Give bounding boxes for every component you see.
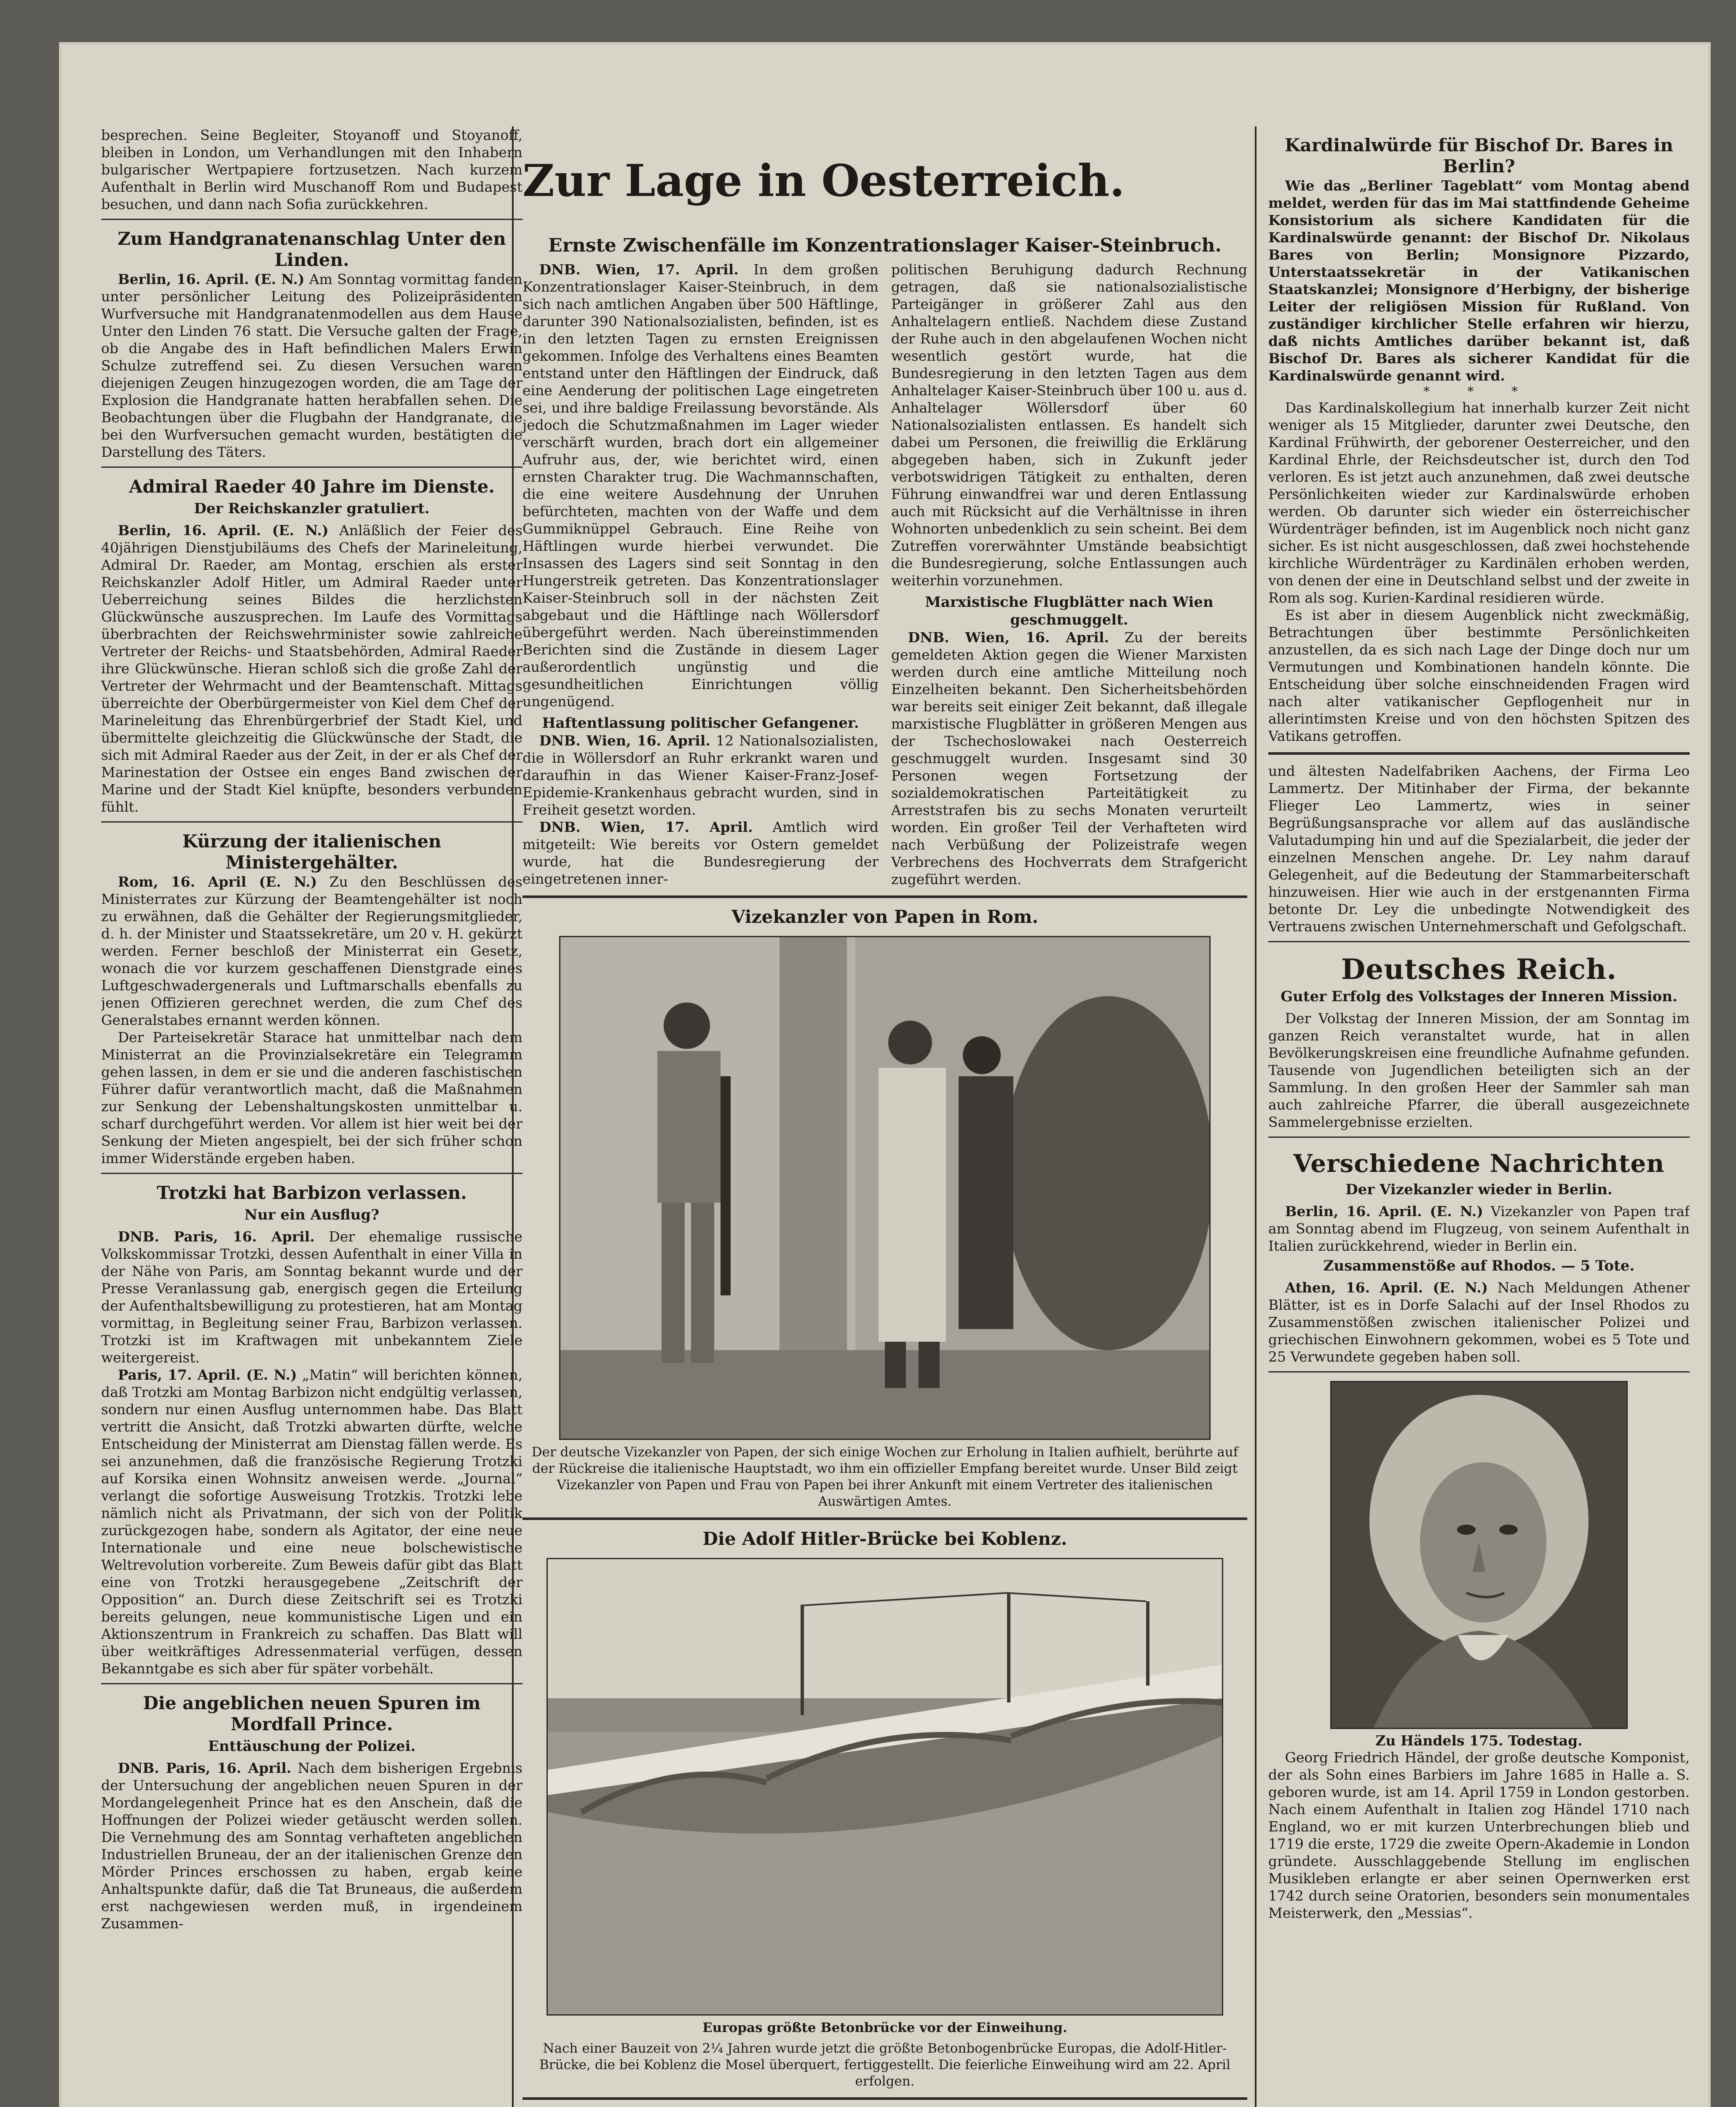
article-text: Nach dem bisherigen Ergebnis der Untersuchung der angeblichen neuen Spuren in der Mordangelegenheit Prince hat es den Anschein, daß die Hoffnungen der Polizei wieder getäuscht werden sollen. Die Vernehmung des am Sonntag verhafteten angeblichen Industriellen Bruneau, der an der italienischen Grenze den Mörder Princes erschossen zu haben, ergab keine Anhaltspunkte dafür, daß die Tat Bruneaus, die außerdem erst nachgewiesen werden muß, in irgendeinem Zusammen- <box>101 1760 522 1932</box>
portrait-illustration <box>1331 1382 1626 1728</box>
article-subtitle: Nur ein Ausflug? <box>244 1206 380 1223</box>
article-text: Georg Friedrich Händel, der große deutsche Komponist, der als Sohn eines Barbiers im Jahre 1685 in Halle a. S. geboren wurde, ist am 14. April 1759 in London gestorben. Nach einem Aufenthalt in Italien zog Händel 1710 nach England, wo er mit kurzen Unterbrechungen blieb und 1719 die erste, 1729 die zweite Opern-Akademie in London gründete. Ausschlaggebende Stellung im englischen Musikleben erlangte er aber seinen Opernwerken erst 1742 durch seine Oratorien, besonders sein monumentales Meisterwerk, den „Messias“. <box>1268 1749 1690 1921</box>
column-right <box>1268 126 1690 2107</box>
article-text: politischen Beruhigung dadurch Rechnung getragen, daß sie nationalsozialistische Parteigänger in größerer Zahl aus den Anhaltelagern entließ. Nachdem diese Zustand der Ruhe auch in den abgelaufenen Wochen nicht wesentlich gestört wurde, hat die Bundesregierung in den letzten Tagen aus dem Anhaltelager Kaiser-Steinbruch über 100 u. aus d. Anhaltelager Wöllersdorf über 60 Nationalsozialisten entlassen. Es handelt sich dabei um Personen, die freiwillig die Erklärung abgegeben haben, sich in Zukunft jeder verbotswidrigen Tätigkeit zu enthalten, deren Führung einwandfrei war und deren Entlassung auch mit Rücksicht auf die Verhältnisse in ihren Wohnorten unbedenklich zu sein scheint. Bei dem Zutreffen vorerwähnter Umstände beabsichtigt die Bundesregierung, solche Entlassungen auch weiterhin vorzunehmen. <box>891 261 1247 589</box>
article-title: Kürzung der italienischen Ministergehälter. <box>182 831 442 873</box>
divider <box>522 1517 1247 1520</box>
article-text: Der Volkstag der Inneren Mission, der am Sonntag im ganzen Reich veranstaltet wurde, hat in allen Bevölkerungskreisen eine freundliche Aufnahme gefunden. Tausende von Jugendlichen beteiligten sich an der Sammlung. In den großen Heer der Sammler sah man auch zahlreiche Pfarrer, die überall ausgezeichnete Sammelergebnisse erzielten. <box>1268 1010 1690 1130</box>
main-article-left <box>522 261 879 888</box>
article-text: Das Kardinalskollegium hat innerhalb kurzer Zeit nicht weniger als 15 Mitglieder, darunter zwei Deutsche, den Kardinal Frühwirth, der geborener Oesterreicher, und den Kardinal Ehrle, der Reichsdeutscher ist, durch den Tod verloren. Es ist jetzt auch anzunehmen, daß zwei deutsche Persönlichkeiten wieder zur Kardinalswürde erhoben werden. Ob darunter sich wieder ein österreichischer Würdenträger befinden, ist im Augenblick noch nicht ganz sicher. Es ist nicht ausgeschlossen, daß zwei hochstehende kirchliche Würdenträger zu Kardinälen erhoben werden, von denen der eine in Deutschland selbst und der zweite in Rom als sog. Kurien-Kardinal residieren würde. <box>1268 399 1690 606</box>
dateline: Rom, 16. April (E. N.) <box>118 874 317 890</box>
photo-illustration <box>560 937 1209 1439</box>
main-headline: Zur Lage in Oesterreich. <box>522 154 1125 206</box>
article-subtitle: Der Reichskanzler gratuliert. <box>194 500 430 517</box>
divider <box>101 219 522 220</box>
article-subtitle: Guter Erfolg des Volkstages der Inneren Mission. <box>1281 988 1677 1005</box>
article-title: Admiral Raeder 40 Jahre im Dienste. <box>129 476 495 497</box>
article-text: Der Parteisekretär Starace hat unmittelbar nach dem Ministerrat an die Provinzialsekretäre ein Telegramm gehen lassen, in dem er sie und die anderen faschistischen Führer dafür verantwortlich macht, daß die Maßnahmen zur Senkung der Lebenshaltungskosten unmittelbar u. scharf durchgeführt werden. Vor allem ist hier weit bei der Senkung der Mieten angespielt, bei der sich früher schon immer Widerstände ergeben haben. <box>101 1029 522 1166</box>
article-text: Zu den Beschlüssen des Ministerrates zur Kürzung der Beamtengehälter ist noch zu erwähnen, daß die Gehälter der Regierungsmitglieder, d. h. der Minister und Staatssekretäre, um 20 v. H. gekürzt werden. Ferner beschloß der Ministerrat ein Gesetz, wonach die vor kurzem geschaffenen Dienstgrade eines Luftgeschwadergenerals und Luftmarschalls ebenfalls zu jenen Offizieren gerechnet werden, die zum Chef des Generalstabes ernannt werden können. <box>101 874 522 1028</box>
article-subtitle: Zusammenstöße auf Rhodos. — 5 Tote. <box>1323 1257 1635 1274</box>
divider <box>1268 1371 1690 1372</box>
article-title: Trotzki hat Barbizon verlassen. <box>157 1182 467 1203</box>
dateline: DNB. Wien, 16. April. <box>539 732 710 749</box>
article-text: Vizekanzler von Papen traf am Sonntag abend im Flugzeug, von seinem Aufenthalt in Italien zurückkehrend, wieder in Berlin ein. <box>1268 1203 1690 1254</box>
divider <box>1268 1137 1690 1138</box>
photo-bridge <box>547 1558 1223 2016</box>
dateline: DNB. Paris, 16. April. <box>118 1760 292 1776</box>
article-title: Marxistische Flugblätter nach Wien geschmuggelt. <box>925 594 1214 629</box>
article-continuation: und ältesten Nadelfabriken Aachens, der Firma Leo Lammertz. Der Mitinhaber der Firma, der bekannte Flieger Leo Lammertz, wies in seiner Begrüßungsansprache vor allem auf das ausländische Valutadumping hin und auf die Spezialarbeit, die jeder der einzelnen Menschen angehe. Dr. Ley nahm darauf Gelegenheit, auf die Bedeutung der Stammarbeiterschaft hinzuweisen. Hier wie auch in der erstgenannten Firma betonte Dr. Ley die unbedingte Notwendigkeit des Vertrauens zwischen Unternehmerschaft und Gefolgschaft. <box>1268 763 1690 935</box>
photo-title: Die Adolf Hitler-Brücke bei Koblenz. <box>702 1528 1067 1549</box>
dateline: DNB. Wien, 17. April. <box>539 261 739 278</box>
dateline: Paris, 17. April. (E. N.) <box>118 1367 297 1383</box>
article-title: Die angeblichen neuen Spuren im Mordfall Prince. <box>143 1693 481 1734</box>
divider <box>101 1173 522 1174</box>
photo-illustration <box>548 1559 1222 2014</box>
article-text: Zu der bereits gemeldeten Aktion gegen die Wiener Marxisten werden durch eine amtliche Mitteilung noch Einzelheiten bekannt. Den Sicherheitsbehörden war bereits seit einiger Zeit bekannt, daß illegale marxistische Flugblätter in größeren Mengen aus der Tschechoslowakei nach Oesterreich geschmuggelt wurden. Insgesamt sind 30 Personen wegen Fortsetzung der sozialdemokratischen Parteitätigkeit zu Arreststrafen bis zu sechs Monaten verurteilt worden. Ein großer Teil der Verhafteten wird nach Verbüßung der Polizeistrafe wegen Verbrechens des Hochverrats dem Strafgericht zugeführt werden. <box>891 629 1247 888</box>
newspaper-page <box>59 42 1711 2107</box>
article-text: Amtlich wird mitgeteilt: Wie bereits vor Ostern gemeldet wurde, hat die Bundesregierung der eingetretenen inner- <box>522 819 879 887</box>
divider <box>101 821 522 823</box>
section-title: Verschiedene Nachrichten <box>1293 1149 1665 1178</box>
article-text: 12 Nationalsozialisten, die in Wöllersdorf an Ruhr erkrankt waren und daraufhin in das Wiener Kaiser-Franz-Josef-Epidemie-Krankenhaus gebracht wurden, sind in Freiheit gesetzt worden. <box>522 732 879 818</box>
dateline: DNB. Wien, 17. April. <box>539 819 753 836</box>
article-text: Der ehemalige russische Volkskommissar Trotzki, dessen Aufenthalt in einer Villa in der Nähe von Paris, am Sonntag bekannt wurde und der Presse Veranlassung gab, energisch gegen die Erteilung der Aufenthaltsbewilligung zu protestieren, hat am Montag vormittag, in Begleitung seiner Frau, Barbizon verlassen. Trotzki ist im Kraftwagen mit unbekanntem Ziele weitergereist. <box>101 1228 522 1366</box>
column-left <box>101 126 522 2107</box>
divider <box>522 895 1247 898</box>
main-article-columns <box>522 261 1247 888</box>
dateline: DNB. Paris, 16. April. <box>118 1228 315 1245</box>
article-title: Kardinalwürde für Bischof Dr. Bares in Berlin? <box>1285 135 1673 177</box>
photo-caption: Der deutsche Vizekanzler von Papen, der sich einige Wochen zur Erholung in Italien aufhielt, berührte auf der Rückreise die italienische Hauptstadt, wo ihm ein offizieller Empfang bereitet wurde. Unser Bild zeigt Vizekanzler von Papen und Frau von Papen bei ihrer Ankunft mit einem Vertreter des italienischen Auswärtigen Amtes. <box>531 1445 1238 1509</box>
divider <box>1268 752 1690 755</box>
divider <box>101 466 522 468</box>
photo-title: Vizekanzler von Papen in Rom. <box>731 906 1039 928</box>
section-stars: * * * <box>1423 384 1535 399</box>
photo-papen <box>559 936 1211 1440</box>
top-fragment: besprechen. Seine Begleiter, Stoyanoff und Stoyanoff, bleiben in London, um Verhandlungen mit den Inhabern bulgarischer Wertpapiere fortzusetzen. Nach kurzem Aufenthalt in Berlin wird Muschanoff Rom und Budapest besuchen, und dann nach Sofia zurückkehren. <box>101 127 522 212</box>
article-title: Zum Handgranatenanschlag Unter den Linden. <box>118 228 506 270</box>
main-subheadline: Ernste Zwischenfälle im Konzentrationslager Kaiser-Steinbruch. <box>548 235 1222 257</box>
article-text: Am Sonntag vormittag fanden unter persönlicher Leitung des Polizeipräsidenten Wurfversuche mit Handgranatenmodellen aus dem Hause Unter den Linden 76 statt. Die Versuche galten der Frage, ob die Angabe des in Haft befindlichen Malers Erwin Schulze zutreffend sei. Zu diesen Versuchen waren diejenigen Zeugen hinzugezogen worden, die am Tage der Explosion die Handgranate hatten herabfallen sehen. Die Beobachtungen über die Flugbahn der Handgranate, die bei den Wurfversuchen gemacht wurden, bestätigten die Darstellung des Täters. <box>101 271 522 460</box>
article-text: Es ist aber in diesem Augenblick nicht zweckmäßig, Betrachtungen über bestimmte Persönlichkeiten anzustellen, da es sich nach Lage der Dinge doch nur um Vermutungen und Kombinationen handeln könnte. Die Entscheidung über solche einschneidenden Fragen wird nach alter vatikanischer Gepflogenheit nur in allerintimsten Kreise und von den höchsten Spitzen des Vatikans getroffen. <box>1268 607 1690 744</box>
photo-caption-bold <box>522 2020 1247 2036</box>
dateline: Berlin, 16. April. (E. N.) <box>118 522 329 539</box>
dateline: Berlin, 16. April. (E. N.) <box>118 271 305 287</box>
column-rule-right <box>1255 126 1256 2107</box>
section-title: Deutsches Reich. <box>1341 953 1617 986</box>
portrait-caption: Zu Händels 175. Todestag. <box>1375 1732 1583 1749</box>
caption-title: Europas größte Betonbrücke vor der Einweihung. <box>702 2020 1067 2036</box>
article-text: „Matin“ will berichten können, daß Trotzki am Montag Barbizon nicht endgültig verlassen, sondern nur einen Ausflug unternommen habe. Das Blatt vertritt die Ansicht, daß Trotzki abwarten dürfte, welche Entscheidung der Ministerrat am Dienstag fällen werde. Es sei anzunehmen, daß die französische Regierung Trotzki auf Korsika einen Wohnsitz anweisen werde. „Journal“ verlangt die sofortige Ausweisung Trotzkis. Trotzki lebe nämlich nicht als Privatmann, der sich von der Politik zurückgezogen habe, sondern als Agitator, der eine neue Internationale und eine neue bolschewistische Weltrevolution vorbereite. Zum Beweis dafür gibt das Blatt eine von Trotzki herausgegebene „Zeitschrift der Opposition“ an. Durch diese Zeitschrift sei es Trotzki bereits gelungen, neue kommunistische Ligen und ein Aktionszentrum in Frankreich zu schaffen. Das Blatt will über weitkräftiges Adressenmaterial verfügen, dessen Bekanntgabe es sich aber für später vorbehält. <box>101 1367 522 1677</box>
divider <box>101 1683 522 1684</box>
article-text: Wie das „Berliner Tageblatt“ vom Montag abend meldet, werden für das im Mai stattfindende Geheime Konsistorium als sichere Kandidaten für die Kardinalswürde genannt: der Bischof Dr. Nikolaus Bares von Berlin; Monsignore Pizzardo, Unterstaatssekretär in der Vatikanischen Staatskanzlei; Monsignore d’Herbigny, der bisherige Leiter der religiösen Mission für Rußland. Von zuständiger kirchlicher Stelle erfahren wir hierzu, daß nichts Amtliches darüber bekannt ist, daß Bischof Dr. Bares als sicherer Kandidat für die Kardinalswürde genannt wird. <box>1268 177 1690 384</box>
article-text: In dem großen Konzentrationslager Kaiser-Steinbruch, in dem sich nach amtlichen Angaben über 500 Häftlinge, darunter 390 Nationalsozialisten, befinden, ist es in den letzten Tagen zu ernsten Ereignissen gekommen. Infolge des Verhaltens eines Beamten entstand unter den Häftlingen der Eindruck, daß eine Aenderung der politischen Lage eingetreten sei, und ihre baldige Freilassung bevorstände. Als jedoch die Schutzmaßnahmen im Lager wieder verschärft wurden, brach dort ein allgemeiner Aufruhr aus, der, wie berichtet wird, einen ernsten Charakter trug. Die Wachmannschaften, die eine weitere Ausdehnung der Unruhen befürchteten, machten von der Waffe und dem Gummiknüppel Gebrauch. Eine Reihe von Häftlingen wurde hierbei verwundet. Die Insassen des Lagers sind seit Sonntag in den Hungerstreik getreten. Das Konzentrationslager Kaiser-Steinbruch soll in der nächsten Zeit abgebaut und die Häftlinge nach Wöllersdorf übergeführt werden. Nach übereinstimmenden Berichten sind die Zustände in diesem Lager außerordentlich ungünstig und die gesundheitlichen Einrichtungen völlig ungenügend. <box>522 261 879 710</box>
main-article-right <box>891 261 1247 888</box>
dateline: DNB. Wien, 16. April. <box>908 629 1109 646</box>
dateline: Athen, 16. April. (E. N.) <box>1285 1279 1488 1296</box>
divider <box>1268 941 1690 942</box>
article-title: Haftentlassung politischer Gefangener. <box>542 715 859 732</box>
article-text: Nach Meldungen Athener Blätter, ist es in Dorfe Salachi auf der Insel Rhodos zu Zusammenstößen zwischen italienischer Polizei und griechischen Einwohnern gekommen, wobei es 5 Tote und 25 Verwundete gegeben haben soll. <box>1268 1279 1690 1365</box>
article-subtitle: Enttäuschung der Polizei. <box>208 1738 416 1755</box>
column-middle <box>522 126 1247 2107</box>
portrait-handel <box>1330 1381 1628 1729</box>
divider <box>522 2097 1247 2100</box>
article-subtitle: Der Vizekanzler wieder in Berlin. <box>1345 1181 1613 1198</box>
article-text: Anläßlich der Feier des 40jährigen Dienstjubiläums des Chefs der Marineleitung, Admiral Dr. Raeder, am Montag, erschien als erster Reichskanzler Adolf Hitler, um Admiral Raeder unter Ueberreichung seines Bildes die herzlichsten Glückwünsche auszusprechen. Im Laufe des Vormittags überbrachten der Reichswehrminister sowie zahlreiche Vertreter der Reichs- und Staatsbehörden, Admiral Raeder ihre Glückwünsche. Hieran schloß sich die große Zahl der Vertreter der Wehrmacht und der Beamtenschaft. Mittags überreichte der Oberbürgermeister von Kiel dem Chef der Marineleitung das Ehrenbürgerbrief der Stadt Kiel, und übermittelte gleichzeitig die Glückwünsche der Stadt, die sich mit Admiral Raeder aus der Zeit, in der er als Chef der Marinestation der Ostsee ein enges Band zwischen der Marine und der Stadt Kiel knüpfte, besonders verbunden fühlt. <box>101 522 522 815</box>
dateline: Berlin, 16. April. (E. N.) <box>1285 1203 1483 1220</box>
photo-caption: Nach einer Bauzeit von 2¼ Jahren wurde jetzt die größte Betonbogenbrücke Europas, die Adolf-Hitler-Brücke, die bei Koblenz die Mosel überquert, fertiggestellt. Die feierliche Einweihung wird am 22. April erfolgen. <box>539 2041 1231 2089</box>
